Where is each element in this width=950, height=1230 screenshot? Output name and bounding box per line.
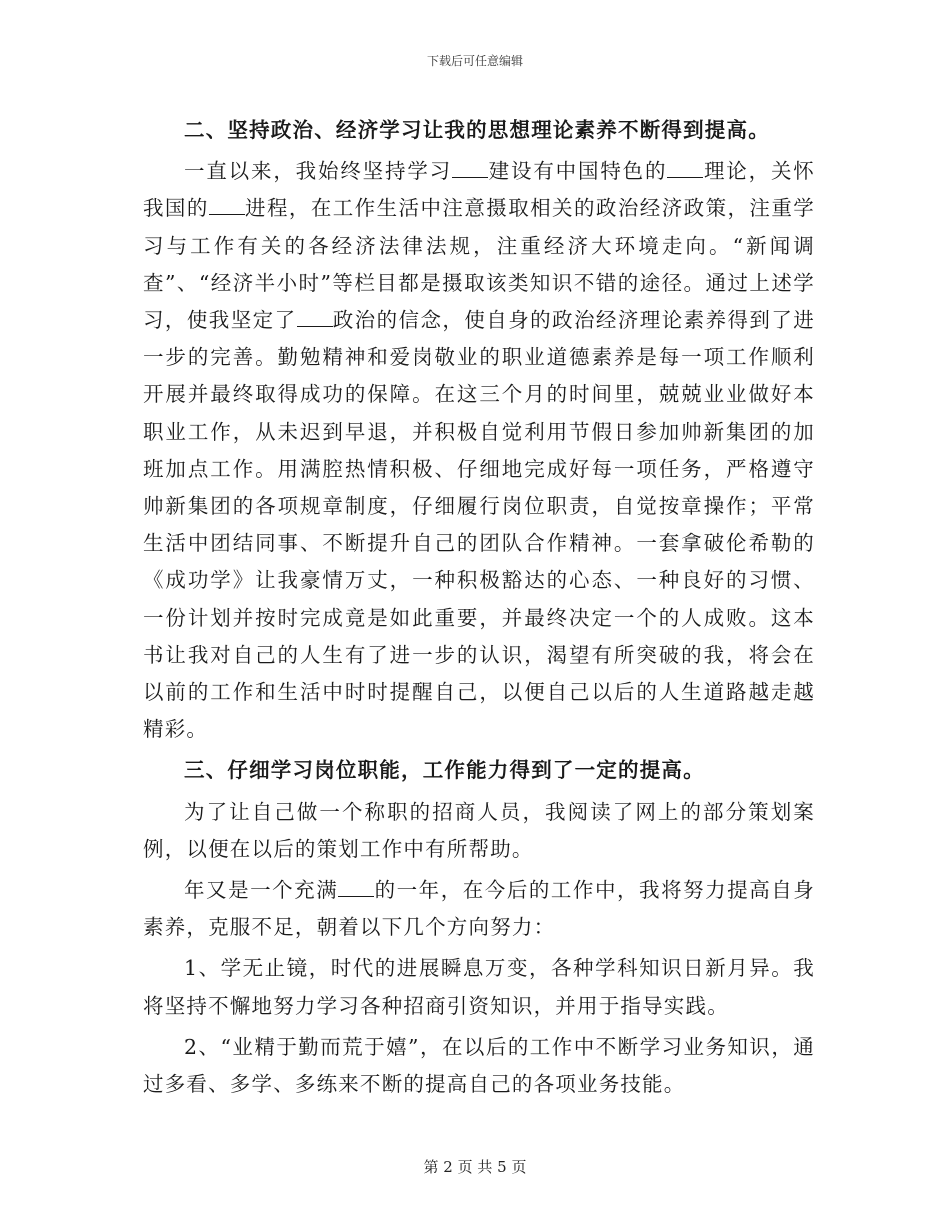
paragraph-section3-2 <box>143 872 815 946</box>
text-run: 的一年，在今后的工作中，我将努力提高自身素养，克服不足，朝着以下几个方向努力： <box>143 878 816 940</box>
text-run: 政治的信念，使自身的政治经济理论素养得到了进一步的完善。勤勉精神和爱岗敬业的职业道德素养是每一项工作顺利开展并最终取得成功的保障。在这三个月的时间里，兢兢业业做好本职业工作，从未迟到早退，并积极自觉利用节假日参加帅新集团的加班加点工作。用满腔热情积极、仔细地完成好每一项任务，严格遵守帅新集团的各项规章制度，仔细履行岗位职责，自觉按章操作；平常生活中团结同事、不断提升自己的团队合作精神。一套拿破伦希勒的《成功学》让我豪情万丈，一种积极豁达的心态、一种良好的习惯、一份计划并按时完成竟是如此重要，并最终决定一个的人成败。这本书让我对自己的人生有了进一步的认识，渴望有所突破的我，将会在以前的工作和生活中时时提醒自己，以便自己以后的人生道路越走越精彩。 <box>143 308 815 742</box>
fill-blank <box>452 159 488 178</box>
text-run: 理论，关怀我国的 <box>143 159 815 221</box>
section-heading-3: 三、仔细学习岗位职能，工作能力得到了一定的提高。 <box>184 758 705 783</box>
fill-blank <box>667 159 703 178</box>
list-item-1: 1、学无止镜，时代的进展瞬息万变，各种学科知识日新月异。我将坚持不懈地努力学习各种招商引资知识，并用于指导实践。 <box>143 956 815 1018</box>
page-header: 下载后可任意编辑 <box>426 54 523 68</box>
paragraph-section3-1: 为了让自己做一个称职的招商人员，我阅读了网上的部分策划案例，以便在以后的策划工作中有所帮助。 <box>143 799 815 861</box>
text-run: 年又是一个充满 <box>184 878 339 903</box>
text-run: 建设有中国特色的 <box>488 159 668 184</box>
text-run: 进程，在工作生活中注意摄取相关的政治经济政策，注重学习与工作有关的各经济法律法规，注重经济大环境走向。“新闻调查”、“经济半小时”等栏目都是摄取该类知识不错的途径。通过上述学习，使我坚定了 <box>143 196 815 333</box>
fill-blank <box>297 308 333 327</box>
fill-blank <box>338 878 374 897</box>
page-footer: 第 2 页 共 5 页 <box>423 1158 527 1176</box>
fill-blank <box>209 196 245 215</box>
section-heading-2: 二、坚持政治、经济学习让我的思想理论素养不断得到提高。 <box>184 118 770 142</box>
list-item-2: 2、“业精于勤而荒于嬉”，在以后的工作中不断学习业务知识，通过多看、多学、多练来不断的提高自己的各项业务技能。 <box>143 1034 815 1097</box>
paragraph-section2-main <box>143 153 815 748</box>
text-run: 一直以来，我始终坚持学习 <box>184 159 453 184</box>
document-body <box>143 108 815 1107</box>
